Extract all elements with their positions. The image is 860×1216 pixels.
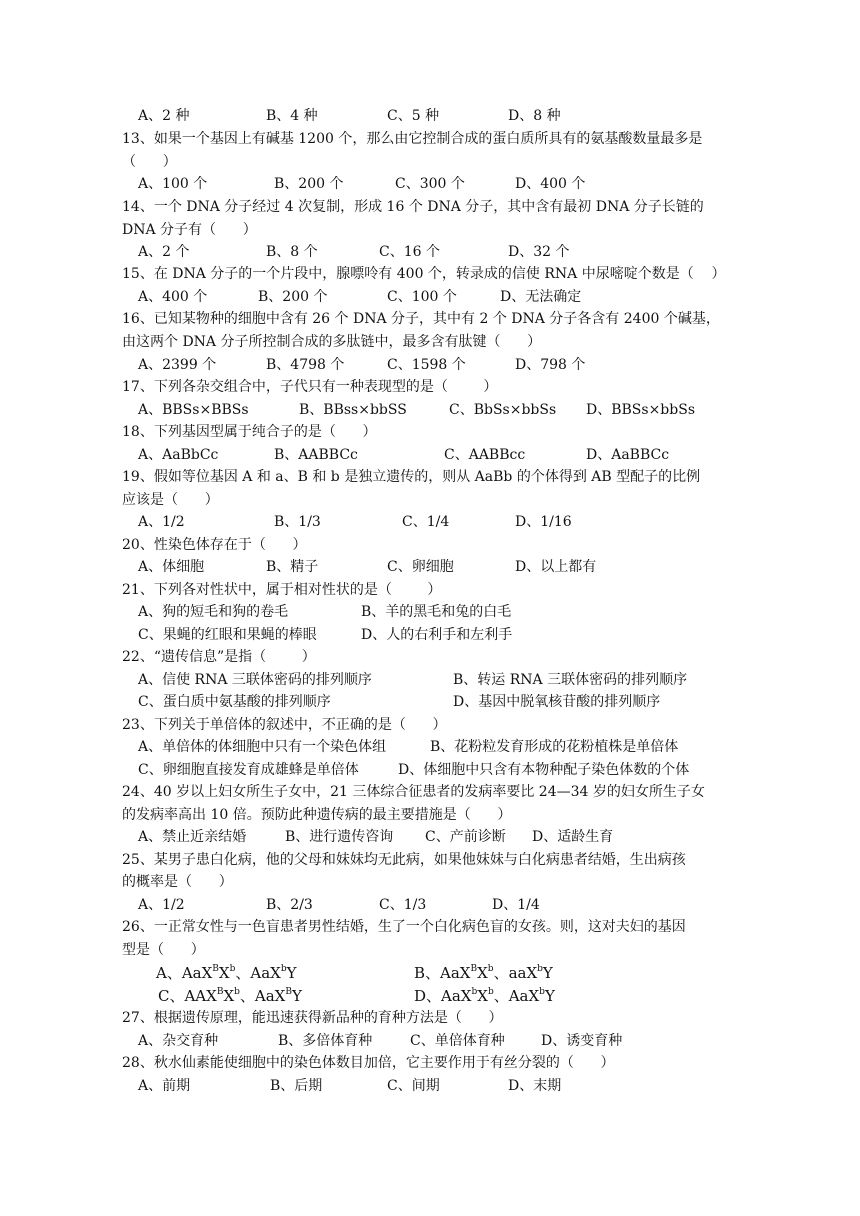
option-c: C、单倍体育种 <box>410 1033 505 1049</box>
question-text: 应该是（ ） <box>122 492 219 508</box>
option-a: A、单倍体的体细胞中只有一个染色体组 <box>138 739 387 755</box>
question-text: 21、下列各对性状中，属于相对性状的是（ ） <box>122 582 442 598</box>
option-c: C、1598 个 <box>387 357 466 373</box>
option-d: D、1/16 <box>515 514 572 530</box>
option-d: D、诱变育种 <box>541 1033 623 1049</box>
option-b: B、$AaX^BX^b$、aaX$^b$Y <box>414 964 553 982</box>
option-a: A、$AaX^BX^b$、AaX$^b$Y <box>156 964 297 982</box>
question-text: 19、假如等位基因 A 和 a、B 和 b 是独立遗传的，则从 AaBb 的个体得到 AB 型配子的比例 <box>122 469 701 485</box>
option-c: C、16 个 <box>379 244 440 260</box>
option-a: A、信使 RNA 三联体密码的排列顺序 <box>138 672 372 688</box>
option-c: C、蛋白质中氨基酸的排列顺序 <box>138 694 331 710</box>
option-d: D、体细胞中只含有本物种配子染色体数的个体 <box>398 762 690 778</box>
option-d: D、以上都有 <box>515 559 597 575</box>
option-c: C、产前诊断 <box>425 829 506 845</box>
question-text: 18、下列基因型属于纯合子的是（ ） <box>122 424 377 440</box>
option-d: D、BBSs×bbSs <box>586 402 696 418</box>
option-a: A、2399 个 <box>138 357 217 373</box>
option-b: B、后期 <box>270 1078 323 1094</box>
question-text: 由这两个 DNA 分子所控制合成的多肽链中，最多含有肽键（ ） <box>122 334 542 350</box>
option-c: C、100 个 <box>387 289 457 305</box>
option-b: B、转运 RNA 三联体密码的排列顺序 <box>453 672 688 688</box>
question-text: 26、一正常女性与一色盲患者男性结婚，生了一个白化病色盲的女孩。则，这对夫妇的基因 <box>122 919 686 935</box>
option-b: B、花粉粒发育形成的花粉植株是单倍体 <box>430 739 679 755</box>
question-text: 25、某男子患白化病，他的父母和妹妹均无此病，如果他妹妹与白化病患者结婚，生出病孩 <box>122 852 686 868</box>
option-c: C、1/4 <box>402 514 450 530</box>
option-b: B、羊的黑毛和兔的白毛 <box>361 604 512 620</box>
option-d: D、8 种 <box>508 108 561 124</box>
question-text: 13、如果一个基因上有碱基 1200 个，那么由它控制合成的蛋白质所具有的氨基酸数量最多是 <box>122 131 703 147</box>
question-text: 15、在 DNA 分子的一个片段中，腺嘌呤有 400 个，转录成的信使 RNA 中尿嘧啶个数是（ ） <box>122 266 726 282</box>
option-c: C、5 种 <box>387 108 440 124</box>
option-a: A、2 个 <box>138 244 190 260</box>
option-b: B、200 个 <box>258 289 328 305</box>
option-a: A、AaBbCc <box>138 447 219 463</box>
option-d: D、798 个 <box>515 357 586 373</box>
question-text: （ ） <box>122 154 177 170</box>
option-c: C、$AAX^BX^b$、AaX$^B$Y <box>158 987 302 1005</box>
option-a: A、1/2 <box>138 897 185 913</box>
option-c: C、1/3 <box>379 897 427 913</box>
question-text: DNA 分子有（ ） <box>122 222 257 238</box>
question-text: 27、根据遗传原理，能迅速获得新品种的育种方法是（ ） <box>122 1010 503 1026</box>
option-a: A、100 个 <box>138 176 208 192</box>
question-text: 17、下列各杂交组合中，子代只有一种表现型的是（ ） <box>122 379 498 395</box>
option-b: B、多倍体育种 <box>278 1033 373 1049</box>
option-d: D、无法确定 <box>500 289 582 305</box>
option-c: C、卵细胞直接发育成雄蜂是单倍体 <box>138 762 359 778</box>
option-b: B、AABBCc <box>274 447 358 463</box>
option-d: D、AaBBCc <box>586 447 670 463</box>
option-d: D、末期 <box>508 1078 562 1094</box>
option-c: C、卵细胞 <box>387 559 454 575</box>
question-text: 的发病率高出 10 倍。预防此种遗传病的最主要措施是（ ） <box>122 807 512 823</box>
option-b: B、4798 个 <box>266 357 345 373</box>
option-c: C、AABBcc <box>444 447 526 463</box>
option-d: D、人的右利手和左利手 <box>361 627 513 643</box>
option-a: A、2 种 <box>138 108 190 124</box>
option-b: B、4 种 <box>266 108 318 124</box>
question-text: 28、秋水仙素能使细胞中的染色体数目加倍，它主要作用于有丝分裂的（ ） <box>122 1055 615 1071</box>
question-text: 24、40 岁以上妇女所生子女中，21 三体综合征患者的发病率要比 24—34 岁的妇女所生子女 <box>122 784 705 800</box>
option-b: B、2/3 <box>266 897 313 913</box>
option-b: B、BBss×bbSS <box>299 402 407 418</box>
question-text: 22、“遗传信息”是指（ ） <box>122 649 316 665</box>
option-c: C、300 个 <box>395 176 465 192</box>
question-text: 16、已知某物种的细胞中含有 26 个 DNA 分子，其中有 2 个 DNA 分子各含有 2400 个碱基， <box>122 311 720 327</box>
question-text: 20、性染色体存在于（ ） <box>122 537 307 553</box>
option-d: D、32 个 <box>508 244 570 260</box>
option-a: A、BBSs×BBSs <box>138 402 249 418</box>
option-b: B、8 个 <box>266 244 318 260</box>
option-a: A、1/2 <box>138 514 185 530</box>
question-text: 23、下列关于单倍体的叙述中，不正确的是（ ） <box>122 717 447 733</box>
option-d: D、$AaX^bX^b$、AaX$^b$Y <box>414 987 555 1005</box>
option-c: C、果蝇的红眼和果蝇的棒眼 <box>138 627 317 643</box>
option-d: D、400 个 <box>515 176 586 192</box>
question-text: 14、一个 DNA 分子经过 4 次复制，形成 16 个 DNA 分子，其中含有最初 DNA 分子长链的 <box>122 199 704 215</box>
option-d: D、适龄生育 <box>532 829 614 845</box>
option-a: A、体细胞 <box>138 559 205 575</box>
option-b: B、200 个 <box>274 176 344 192</box>
option-a: A、杂交育种 <box>138 1033 219 1049</box>
option-b: B、精子 <box>266 559 319 575</box>
option-a: A、前期 <box>138 1078 191 1094</box>
question-text: 型是（ ） <box>122 942 205 958</box>
question-text: 的概率是（ ） <box>122 874 233 890</box>
option-c: C、BbSs×bbSs <box>449 402 557 418</box>
option-a: A、禁止近亲结婚 <box>138 829 247 845</box>
option-b: B、1/3 <box>274 514 321 530</box>
option-b: B、进行遗传咨询 <box>285 829 394 845</box>
option-a: A、狗的短毛和狗的卷毛 <box>138 604 289 620</box>
option-a: A、400 个 <box>138 289 208 305</box>
option-d: D、1/4 <box>492 897 540 913</box>
option-c: C、间期 <box>387 1078 440 1094</box>
option-d: D、基因中脱氧核苷酸的排列顺序 <box>453 694 661 710</box>
